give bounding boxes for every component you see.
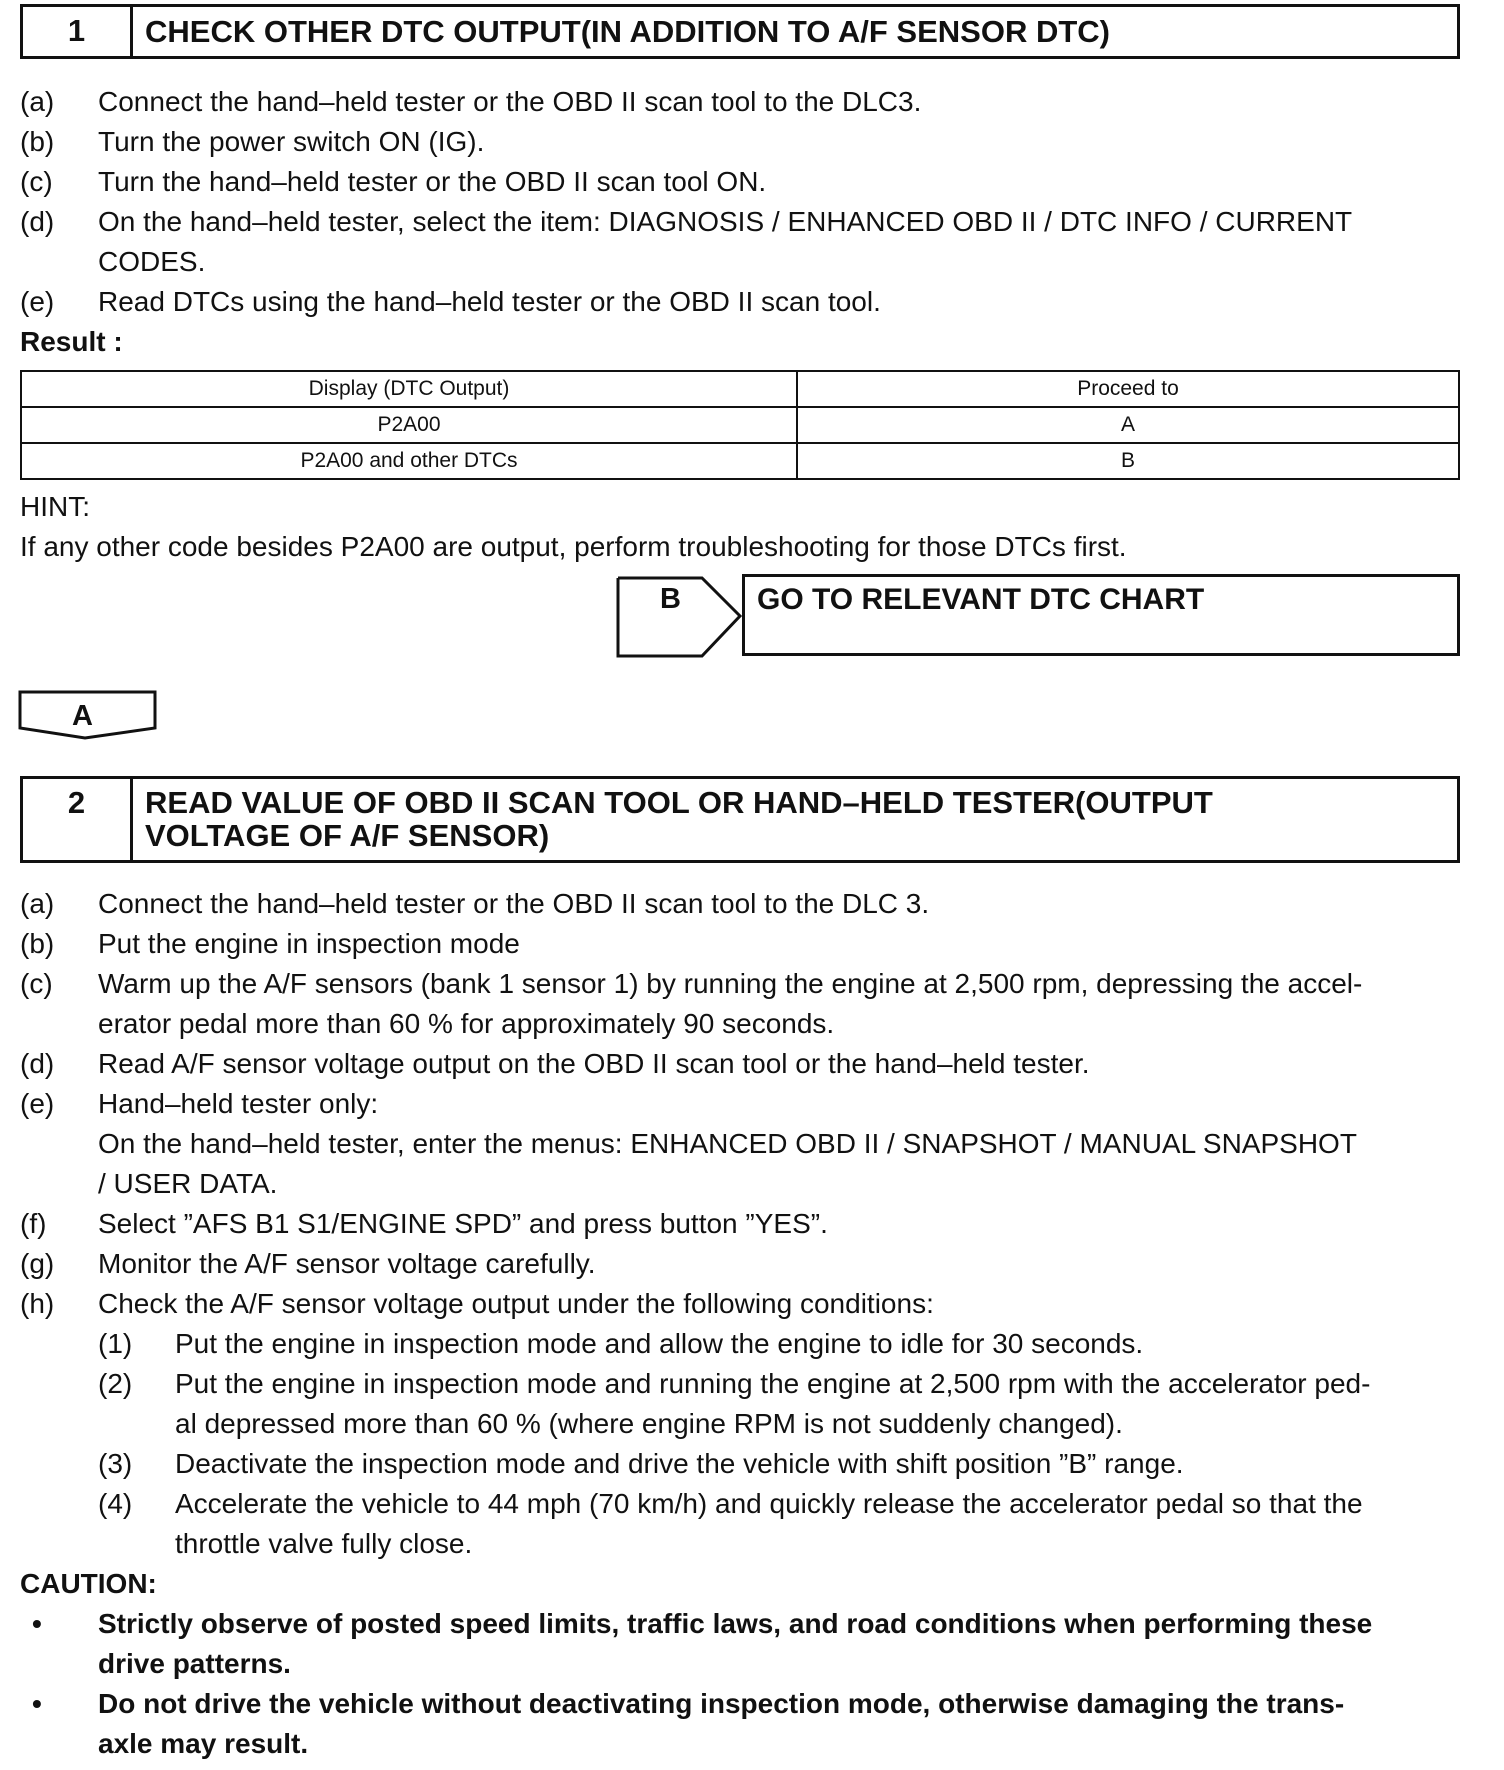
- table-cell: A: [797, 407, 1459, 443]
- table-header-cell: Proceed to: [797, 371, 1459, 407]
- bullet-icon: •: [32, 1688, 42, 1719]
- step-2-item-d: (d) Read A/F sensor voltage output on the OBD II scan tool or the hand–held tester.: [20, 1048, 1090, 1079]
- step-1-number: 1: [23, 7, 133, 56]
- branch-a-label: A: [72, 700, 93, 732]
- caution-label: CAUTION:: [20, 1568, 157, 1599]
- step-2-item-g: (g) Monitor the A/F sensor voltage carefully.: [20, 1248, 596, 1279]
- step-2-title-line-2: VOLTAGE OF A/F SENSOR): [145, 818, 550, 853]
- step-1-title: CHECK OTHER DTC OUTPUT(IN ADDITION TO A/F SENSOR DTC): [145, 14, 1110, 49]
- step-2-item-a: (a) Connect the hand–held tester or the OBD II scan tool to the DLC 3.: [20, 888, 930, 919]
- step-2-item-c: (c) Warm up the A/F sensors (bank 1 sensor 1) by running the engine at 2,500 rpm, depressing the accel-: [20, 968, 1363, 999]
- table-header-cell: Display (DTC Output): [21, 371, 797, 407]
- result-table: [20, 370, 1460, 480]
- step-2-title-line-1: READ VALUE OF OBD II SCAN TOOL OR HAND–HELD TESTER(OUTPUT: [145, 785, 1213, 820]
- step-2-item-e: (e) Hand–held tester only:: [20, 1088, 379, 1119]
- step-1-item-c: (c) Turn the hand–held tester or the OBD II scan tool ON.: [20, 166, 767, 197]
- step-2-item-h: (h) Check the A/F sensor voltage output under the following conditions:: [20, 1288, 934, 1319]
- caution-item-1: • Strictly observe of posted speed limits, traffic laws, and road conditions when performing these: [20, 1604, 1465, 1644]
- step-2-header: [20, 776, 1460, 863]
- hint-label: HINT:: [20, 491, 90, 522]
- caution-item-2: • Do not drive the vehicle without deactivating inspection mode, otherwise damaging the trans-: [20, 1684, 1465, 1724]
- branch-b-text: GO TO RELEVANT DTC CHART: [757, 583, 1205, 616]
- step-2-item-b: (b) Put the engine in inspection mode: [20, 928, 520, 959]
- table-row: [21, 443, 1459, 479]
- step-2-subitem-3: (3) Deactivate the inspection mode and drive the vehicle with shift position ”B” range.: [98, 1448, 1184, 1479]
- step-2-subitem-2-continued: al depressed more than 60 % (where engine RPM is not suddenly changed).: [175, 1408, 1123, 1439]
- bullet-icon: •: [32, 1608, 42, 1639]
- table-row: [21, 407, 1459, 443]
- step-2-instructions: [20, 884, 1465, 1764]
- step-2-subitem-1: (1) Put the engine in inspection mode and allow the engine to idle for 30 seconds.: [98, 1328, 1144, 1359]
- result-label: Result :: [20, 326, 123, 357]
- step-2-title: [133, 779, 1457, 860]
- step-1-header: [20, 4, 1460, 59]
- step-2-item-e-continued: On the hand–held tester, enter the menus: ENHANCED OBD II / SNAPSHOT / MANUAL SNAPSHOT: [98, 1128, 1357, 1159]
- branch-b-label: B: [660, 583, 681, 615]
- step-2-item-e-continued-2: / USER DATA.: [98, 1168, 278, 1199]
- step-1-item-e: (e) Read DTCs using the hand–held tester or the OBD II scan tool.: [20, 286, 881, 317]
- step-2-subitem-2: (2) Put the engine in inspection mode and running the engine at 2,500 rpm with the accelerator ped-: [98, 1368, 1371, 1399]
- caution-item-1-continued: drive patterns.: [98, 1648, 291, 1679]
- step-1-item-b: (b) Turn the power switch ON (IG).: [20, 126, 485, 157]
- step-2-item-c-continued: erator pedal more than 60 % for approximately 90 seconds.: [98, 1008, 835, 1039]
- step-2-subitem-4: (4) Accelerate the vehicle to 44 mph (70 km/h) and quickly release the accelerator pedal so that the: [98, 1488, 1363, 1519]
- caution-item-2-continued: axle may result.: [98, 1728, 309, 1759]
- step-1-item-d: (d) On the hand–held tester, select the item: DIAGNOSIS / ENHANCED OBD II / DTC INFO / CURRENT: [20, 206, 1353, 237]
- table-cell: P2A00: [21, 407, 797, 443]
- step-2-number: 2: [23, 779, 133, 860]
- step-1-item-d-continued: CODES.: [98, 246, 206, 277]
- table-cell: B: [797, 443, 1459, 479]
- step-2-subitem-4-continued: throttle valve fully close.: [175, 1528, 473, 1559]
- table-cell: P2A00 and other DTCs: [21, 443, 797, 479]
- branch-b-box: [742, 574, 1460, 656]
- table-header-row: [21, 371, 1459, 407]
- step-1-item-a: (a) Connect the hand–held tester or the OBD II scan tool to the DLC3.: [20, 86, 922, 117]
- step-1-instructions: [20, 82, 1465, 362]
- step-2-item-f: (f) Select ”AFS B1 S1/ENGINE SPD” and press button ”YES”.: [20, 1208, 828, 1239]
- hint-text: If any other code besides P2A00 are output, perform troubleshooting for those DTCs first.: [20, 531, 1127, 562]
